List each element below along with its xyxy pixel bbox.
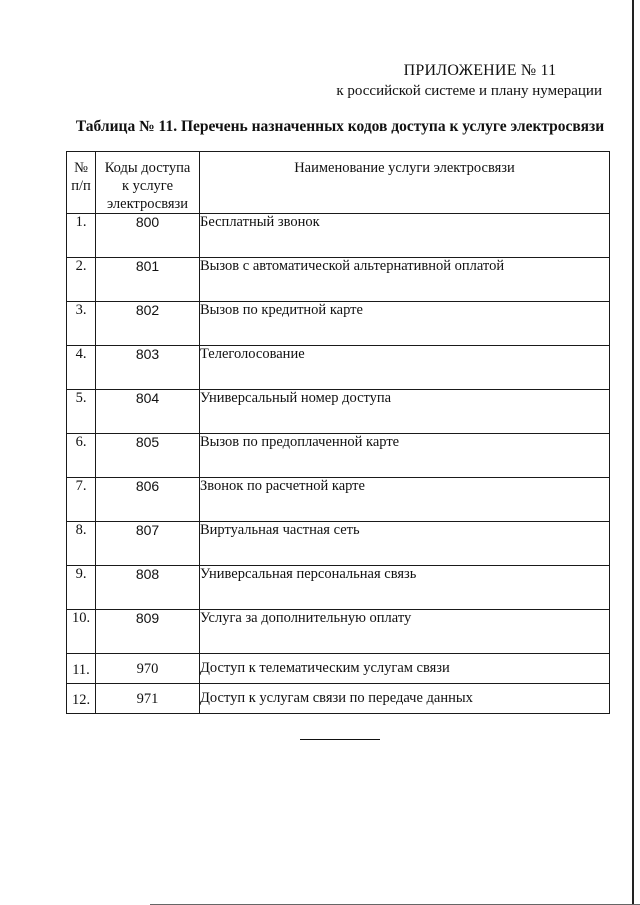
row-number: 2. xyxy=(67,258,96,302)
row-number: 11. xyxy=(67,654,96,684)
column-header-service-name-text: Наименование услуги электросвязи xyxy=(294,160,515,176)
table-row xyxy=(67,214,610,258)
row-access-code: 805 xyxy=(96,434,200,478)
table-row xyxy=(67,346,610,390)
row-number: 6. xyxy=(67,434,96,478)
column-header-number xyxy=(67,152,96,214)
table-header-row xyxy=(67,152,610,214)
column-header-number-line1: № xyxy=(74,160,88,176)
row-number: 8. xyxy=(67,522,96,566)
row-service-name: Универсальный номер доступа xyxy=(200,390,610,434)
row-access-code: 807 xyxy=(96,522,200,566)
row-service-name: Услуга за дополнительную оплату xyxy=(200,610,610,654)
row-service-name: Универсальная персональная связь xyxy=(200,566,610,610)
row-access-code: 806 xyxy=(96,478,200,522)
row-number: 5. xyxy=(67,390,96,434)
row-access-code: 803 xyxy=(96,346,200,390)
table-row xyxy=(67,478,610,522)
column-header-code xyxy=(96,152,200,214)
row-access-code: 801 xyxy=(96,258,200,302)
table-row xyxy=(67,684,610,714)
table-row xyxy=(67,610,610,654)
row-access-code: 970 xyxy=(96,654,200,684)
row-number: 4. xyxy=(67,346,96,390)
row-access-code: 808 xyxy=(96,566,200,610)
row-access-code: 971 xyxy=(96,684,200,714)
page-edge-right xyxy=(632,0,634,905)
table-row xyxy=(67,566,610,610)
table-row xyxy=(67,390,610,434)
row-service-name: Вызов по предоплаченной карте xyxy=(200,434,610,478)
access-codes-table xyxy=(66,151,610,714)
row-service-name: Доступ к телематическим услугам связи xyxy=(200,654,610,684)
row-service-name: Вызов по кредитной карте xyxy=(200,302,610,346)
row-access-code: 800 xyxy=(96,214,200,258)
row-number: 12. xyxy=(67,684,96,714)
column-header-code-line1: Коды доступа xyxy=(104,160,191,176)
row-service-name: Телеголосование xyxy=(200,346,610,390)
table-row xyxy=(67,434,610,478)
row-service-name: Виртуальная частная сеть xyxy=(200,522,610,566)
table-row xyxy=(67,654,610,684)
row-number: 3. xyxy=(67,302,96,346)
appendix-subtitle: к российской системе и плану нумерации xyxy=(336,83,602,99)
row-number: 1. xyxy=(67,214,96,258)
row-service-name: Доступ к услугам связи по передаче данных xyxy=(200,684,610,714)
row-number: 9. xyxy=(67,566,96,610)
column-header-code-line2: к услуге xyxy=(121,178,174,194)
end-of-document-rule xyxy=(300,739,380,740)
row-service-name: Звонок по расчетной карте xyxy=(200,478,610,522)
column-header-service-name xyxy=(200,152,610,214)
column-header-code-line3: электросвязи xyxy=(106,196,189,212)
column-header-number-line2: п/п xyxy=(71,178,91,194)
row-access-code: 809 xyxy=(96,610,200,654)
table-row xyxy=(67,302,610,346)
table-row xyxy=(67,258,610,302)
table-title: Таблица № 11. Перечень назначенных кодов доступа к услуге электросвязи xyxy=(75,118,605,135)
row-number: 10. xyxy=(67,610,96,654)
row-service-name: Бесплатный звонок xyxy=(200,214,610,258)
row-service-name: Вызов с автоматической альтернативной оплатой xyxy=(200,258,610,302)
row-access-code: 804 xyxy=(96,390,200,434)
table-row xyxy=(67,522,610,566)
appendix-title: ПРИЛОЖЕНИЕ № 11 xyxy=(403,62,557,79)
row-number: 7. xyxy=(67,478,96,522)
row-access-code: 802 xyxy=(96,302,200,346)
